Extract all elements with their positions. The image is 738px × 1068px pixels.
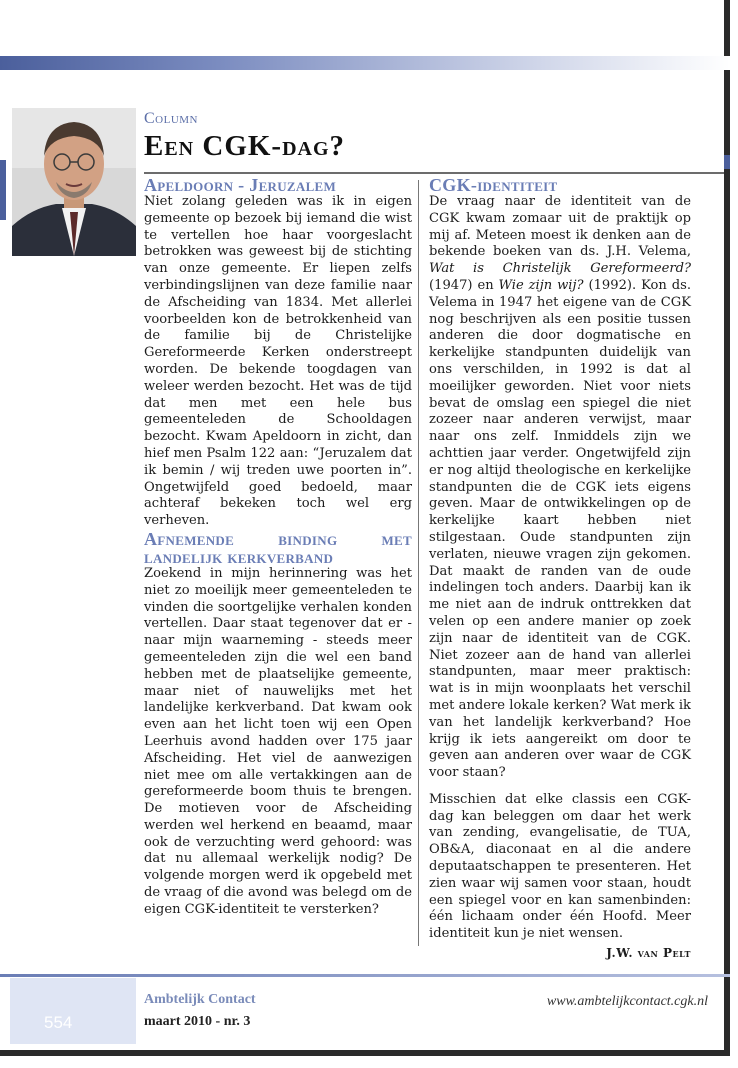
right-column	[429, 176, 691, 962]
website-link[interactable]: www.ambtelijkcontact.cgk.nl	[546, 994, 708, 1009]
section-text-identiteit	[429, 194, 691, 782]
section-heading-binding: Afnemende binding met landelijk kerkverband	[144, 528, 412, 567]
book-title-2: Wie zijn wij?	[498, 277, 584, 293]
identiteit-text-c: (1992). Kon ds. Velema in 1947 het eigene van de CGK nog beschrijven als een positie tussen anderen die door dogmatische en kerkelijke standpunten duidelijk van ons verschilden, in 1992 is dat al moeilijker geworden. Niet voor niets bevat de omslag een spiegel die niet zozeer naar anderen verwijst, maar naar ons zelf. Inmiddels zijn we achttien jaar verder. Ongetwijfeld zijn er nog altijd theologische en kerkelijke standpunten die de CGK iets eigens geven. Maar de ontwikkelingen op de kerkelijke kaart hebben niet stilgestaan. Oude standpunten zijn verlaten, nieuwe vragen zijn gekomen. Dat maakt de randen van de oude indelingen toch anders. Daarbij kan ik me niet aan de indruk onttrekken dat velen op een andere manier op zoek zijn naar de identiteit van de CGK. Niet zozeer aan de hand van allerlei standpunten, maar meer praktisch: wat is in mijn woonplaats het verschil met andere lokale kerken? Wat merk ik van het landelijk kerkverband? Hoe krijg ik iets aangereikt om door te geven aan anderen over waar de CGK voor staan?	[429, 277, 692, 781]
footer-rule	[0, 974, 730, 977]
section-text-apeldoorn: Niet zolang geleden was ik in eigen gemeente op bezoek bij iemand die wist te vertellen hoe haar voorgeslacht betrokken was geweest bij de stichting van onze gemeente. Er liepen zelfs verbindingslijnen van deze familie naar de Afscheiding van 1834. Met allerlei voorbeelden kon de betrokkenheid van de familie bij de Christelijke Gereformeerde Kerken onderstreept worden. De bekende toogdagen van weleer werden bezocht. Het was de tijd dat men met een hele bus gemeenteleden de Schooldagen bezocht. Kwam Apeldoorn in zicht, dan hief men Psalm 122 aan: “Jeruzalem dat ik bemin / wij treden uwe poorten in”. Ongetwijfeld goed bedoeld, maar achteraf bekeken toch wel erg verheven.	[144, 194, 412, 529]
author-signature: J.W. van Pelt	[606, 946, 691, 961]
section-text-binding: Zoekend in mijn herinnering was het niet zo moeilijk meer gemeenteleden te vinden die soortgelijke verhalen konden vertellen. Daar staat tegenover dat er - naar mijn waarneming - steeds meer gemeenteleden zijn die wel een band hebben met de plaatselijke gemeente, maar niet of nauwelijks met het landelijke kerkverband. Dat kwam ook even aan het licht toen wij een Open Leerhuis avond hadden over 175 jaar Afscheiding. Het viel de aanwezigen niet mee om alle vertakkingen aan de gereformeerde boom thuis te brengen. De motieven voor de Afscheiding werden wel herkend en beaamd, maar ook de verzuchting werd gehoord: was dat nu allemaal werkelijk nodig? De volgende morgen werd ik opgebeld met de vraag of die avond was belegd om de eigen CGK-identiteit te versterken?	[144, 565, 412, 917]
left-column	[144, 176, 412, 919]
column-label: Column	[144, 110, 199, 127]
header-band	[0, 56, 730, 70]
title-rule	[144, 172, 724, 174]
identiteit-text-a: De vraag naar de identiteit van de CGK kwam zomaar uit de praktijk op mij af. Meteen moest ik denken aan de bekende boeken van ds. J.H. Velema,	[429, 194, 691, 260]
magazine-name: Ambtelijk Contact	[144, 992, 256, 1007]
column-divider	[418, 180, 419, 946]
issue-info: maart 2010 - nr. 3	[144, 1014, 251, 1029]
page-number: 554	[44, 1013, 73, 1032]
section-text-cgk-dag: Misschien dat elke classis een CGK-dag kan beleggen om daar het werk van zending, evangelisatie, de TUA, OB&A, diaconaat en al die andere deputaatschappen te presenteren. Het zien waar wij samen voor staan, houdt een spiegel voor en kan samenbinden: één lichaam onder één Hoofd. Meer identiteit kun je niet wensen.	[429, 791, 691, 942]
identiteit-text-b: (1947) en	[429, 277, 499, 293]
author-portrait-icon	[12, 108, 136, 256]
author-photo	[12, 108, 136, 256]
page-number-box	[10, 978, 136, 1044]
page-title: Een CGK-dag?	[144, 130, 346, 162]
left-margin-mark	[0, 160, 6, 220]
book-title-1: Wat is Christelijk Gereformeerd?	[429, 261, 691, 277]
right-margin-mark	[724, 155, 730, 169]
section-heading-identiteit: CGK-identiteit	[429, 175, 558, 195]
section-heading-apeldoorn: Apeldoorn - Jeruzalem	[144, 175, 337, 195]
